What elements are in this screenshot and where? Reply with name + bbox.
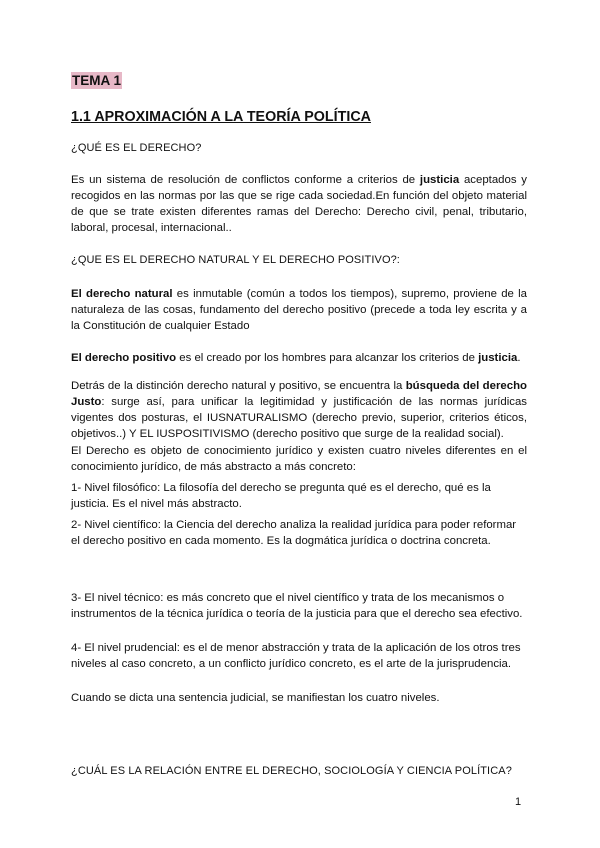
paragraph-niveles-intro: El Derecho es objeto de conocimiento jurídico y existen cuatro niveles diferentes en el conocimiento jurídico, de más abstracto a más concreto: [71, 445, 527, 473]
paragraph-definicion: Es un sistema de resolución de conflictos conforme a criterios de justicia aceptados y recogidos en las normas por las que se rige cada sociedad.En función del objeto material de que se trate existen diferentes ramas del Derecho: Derecho civil, penal, tributario, laboral, procesal, internacional.. [71, 174, 527, 234]
paragraph-sentencia: Cuando se dicta una sentencia judicial, se manifiestan los cuatro niveles. [71, 692, 440, 704]
question-natural-positivo: ¿QUE ES EL DERECHO NATURAL Y EL DERECHO POSITIVO?: [71, 254, 400, 266]
paragraph-nivel-cientifico: 2- Nivel científico: la Ciencia del derecho analiza la realidad jurídica para poder reformar el derecho positivo en cada momento. Es la dogmática jurídica o doctrina concreta. [71, 519, 517, 547]
page-number: 1 [515, 796, 522, 808]
section-title: 1.1 APROXIMACIÓN A LA TEORÍA POLÍTICA [71, 109, 371, 125]
paragraph-nivel-filosofico: 1- Nivel filosófico: La filosofía del derecho se pregunta qué es el derecho, qué es la justicia. Es el nivel más abstracto. [71, 482, 491, 510]
question-relacion: ¿CUÁL ES LA RELACIÓN ENTRE EL DERECHO, SOCIOLOGÍA Y CIENCIA POLÍTICA? [71, 765, 512, 777]
paragraph-nivel-tecnico: 3- El nivel técnico: es más concreto que el nivel científico y trata de los mecanismos o instrumentos de la técnica jurídica o teoría de la justicia para que el derecho sea efectivo. [71, 592, 523, 620]
question-que-es-derecho: ¿QUÉ ES EL DERECHO? [71, 142, 202, 154]
paragraph-derecho-natural: El derecho natural es inmutable (común a todos los tiempos), supremo, proviene de la naturaleza de las cosas, fundamento del derecho positivo (precede a toda ley escrita y a la Constitución de cualquier Estado [71, 288, 527, 332]
tema-heading: TEMA 1 [72, 73, 122, 88]
paragraph-derecho-justo: Detrás de la distinción derecho natural y positivo, se encuentra la búsqueda del derecho Justo: surge así, para unificar la legitimidad y justificación de las normas jurídicas vigentes dos posturas, el IUSNATURALISMO (derecho previo, superior, criterios éticos, objetivos..) Y EL IUSPOSITIVISMO (derecho positivo que surge de la realidad social). [71, 380, 527, 440]
paragraph-nivel-prudencial: 4- El nivel prudencial: es el de menor abstracción y trata de la aplicación de los otros tres niveles al caso concreto, a un conflicto jurídico concreto, es el arte de la jurisprudencia. [71, 642, 521, 670]
paragraph-derecho-positivo: El derecho positivo es el creado por los hombres para alcanzar los criterios de justicia. [71, 352, 521, 364]
